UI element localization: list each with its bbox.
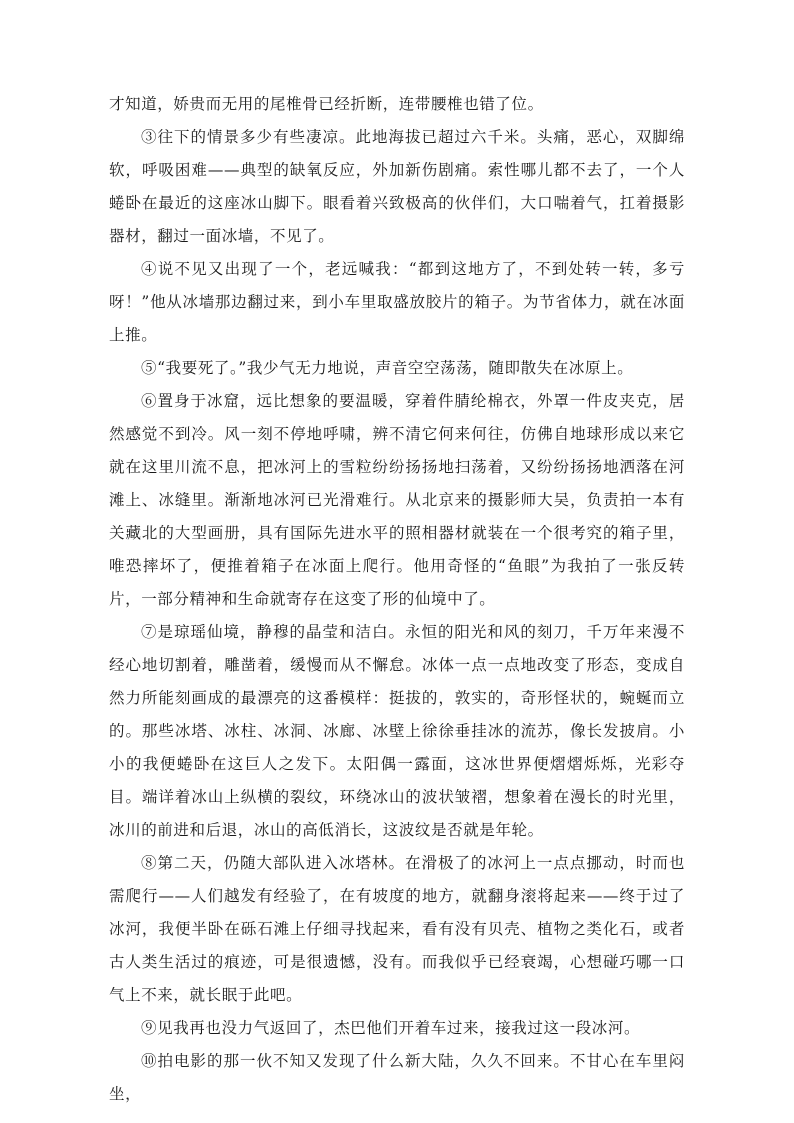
article-body — [109, 88, 685, 1111]
paragraph-4: ④说不见又出现了一个，老远喊我：“都到这地方了，不到处转一转，多亏呀！”他从冰墙那边翻过来，到小车里取盛放胶片的箱子。为节省体力，就在冰面上推。 — [109, 260, 685, 344]
paragraph-7: ⑦是琼瑶仙境，静穆的晶莹和洁白。永恒的阳光和风的刻刀，千万年来漫不经心地切割着，雕凿着，缓慢而从不懈怠。冰体一点一点地改变了形态，变成自然力所能刻画成的最漂亮的这番模样：挺拔的，敦实的，奇形怪状的，蜿蜒而立的。那些冰塔、冰柱、冰洞、冰廊、冰壁上徐徐垂挂冰的流苏，像长发披肩。小小的我便蜷卧在这巨人之发下。太阳偶一露面，这冰世界便熠熠烁烁，光彩夺目。端详着冰山上纵横的裂纹，环绕冰山的波状皱褶，想象着在漫长的时光里，冰川的前进和后退，冰山的高低消长，这波纹是否就是年轮。 — [109, 623, 685, 839]
paragraph-continuation: 才知道，娇贵而无用的尾椎骨已经折断，连带腰椎也错了位。 — [109, 95, 544, 113]
paragraph-8: ⑧第二天，仍随大部队进入冰塔林。在滑极了的冰河上一点点挪动，时而也需爬行——人们越发有经验了，在有坡度的地方，就翻身滚将起来——终于过了冰河，我便半卧在砾石滩上仔细寻找起来，看有没有贝壳、植物之类化石，或者古人类生活过的痕迹，可是很遗憾，没有。而我似乎已经衰竭，心想碰巧哪一口气上不来，就长眠于此吧。 — [109, 854, 685, 1004]
paragraph-5: ⑤“我要死了。”我少气无力地说，声音空空荡荡，随即散失在冰原上。 — [141, 359, 634, 377]
paragraph-3: ③往下的情景多少有些凄凉。此地海拔已超过六千米。头痛，恶心，双脚绵软，呼吸困难——典型的缺氧反应，外加新伤剧痛。索性哪儿都不去了，一个人蜷卧在最近的这座冰山脚下。眼看着兴致极高的伙伴们，大口喘着气，扛着摄影器材，翻过一面冰墙，不见了。 — [109, 128, 685, 245]
paragraph-9: ⑨见我再也没力气返回了，杰巴他们开着车过来，接我过这一段冰河。 — [141, 1019, 641, 1037]
paragraph-6: ⑥置身于冰窟，远比想象的要温暖，穿着件腈纶棉衣，外罩一件皮夹克，居然感觉不到冷。风一刻不停地呼啸，辨不清它何来何往，仿佛自地球形成以来它就在这里川流不息，把冰河上的雪粒纷纷扬扬地扫荡着，又纷纷扬扬地洒落在河滩上、冰缝里。渐渐地冰河已光滑难行。从北京来的摄影师大吴，负责拍一本有关藏北的大型画册，具有国际先进水平的照相器材就装在一个很考究的箱子里，唯恐摔坏了，便推着箱子在冰面上爬行。他用奇怪的“鱼眼”为我拍了一张反转片，一部分精神和生命就寄存在这变了形的仙境中了。 — [109, 392, 685, 608]
paragraph-10: ⑩拍电影的那一伙不知又发现了什么新大陆，久久不回来。不甘心在车里闷坐， — [109, 1052, 685, 1103]
